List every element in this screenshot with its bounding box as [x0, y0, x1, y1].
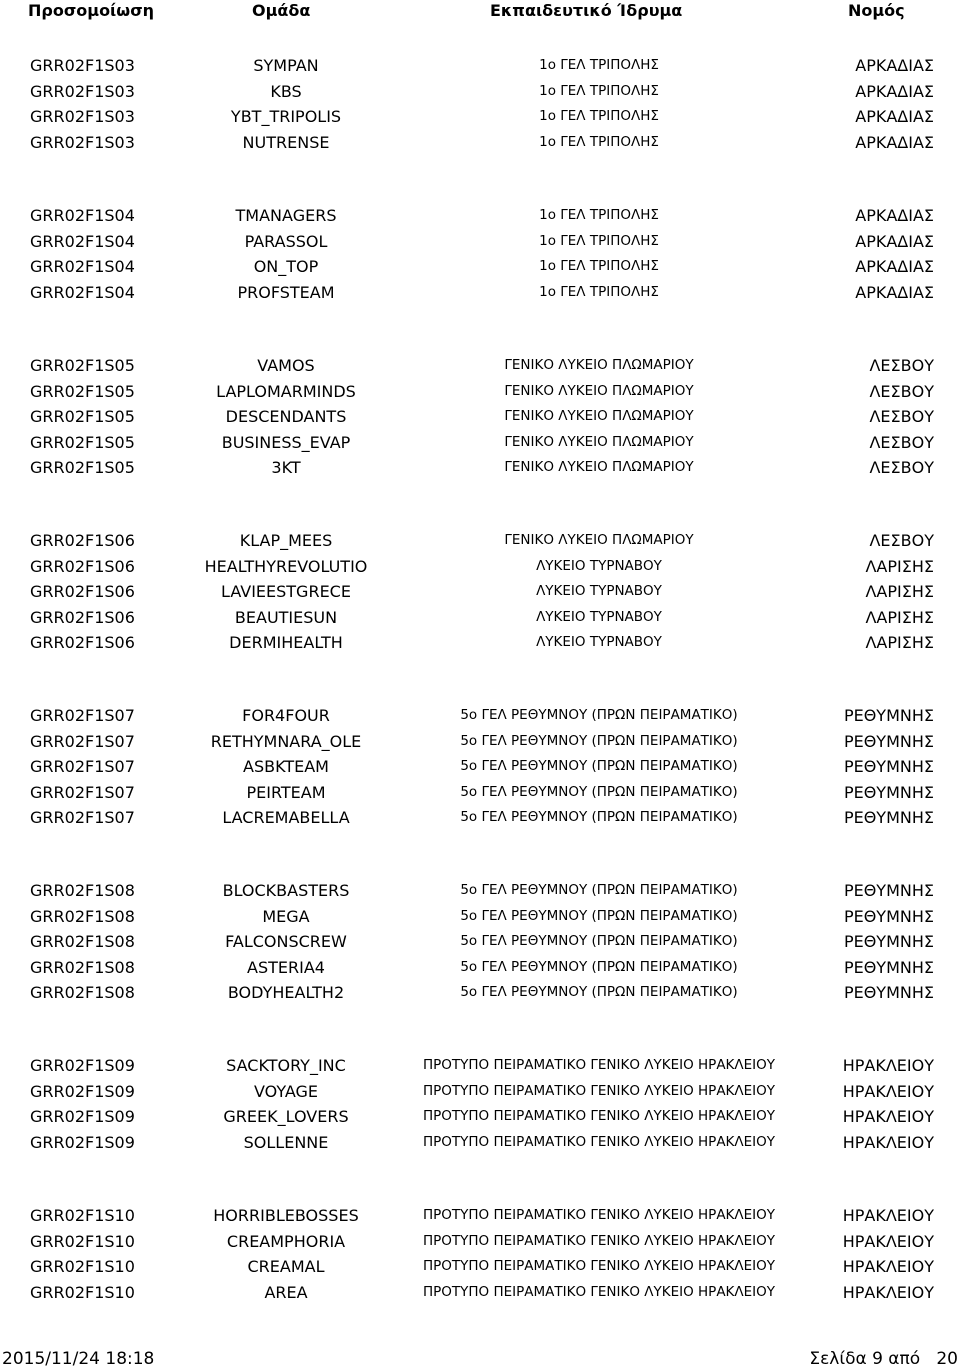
table-row — [0, 1280, 960, 1306]
cell-simulation: GRR02F1S05 — [30, 356, 135, 375]
cell-school: ΓΕΝΙΚΟ ΛΥΚΕΙΟ ΠΛΩΜΑΡΙΟΥ — [504, 459, 694, 475]
table-row — [0, 1079, 960, 1105]
cell-school: 1ο ΓΕΛ ΤΡΙΠΟΛΗΣ — [539, 108, 659, 124]
cell-school: ΛΥΚΕΙΟ ΤΥΡΝΑΒΟΥ — [536, 634, 662, 650]
cell-prefecture: ΡΕΘΥΜΝΗΣ — [843, 983, 934, 1002]
table-row — [0, 780, 960, 806]
table-row — [0, 703, 960, 729]
page-footer — [0, 1348, 960, 1370]
cell-team: CREAMAL — [247, 1257, 325, 1276]
cell-simulation: GRR02F1S04 — [30, 282, 135, 302]
cell-simulation: GRR02F1S08 — [30, 983, 135, 1002]
table-row — [0, 878, 960, 904]
cell-school: ΠΡΟΤΥΠΟ ΠΕΙΡΑΜΑΤΙΚΟ ΓΕΝΙΚΟ ΛΥΚΕΙΟ ΗΡΑΚΛΕΙΟΥ — [422, 1082, 776, 1099]
table-row — [0, 1229, 960, 1255]
cell-school: 1ο ΓΕΛ ΤΡΙΠΟΛΗΣ — [539, 207, 659, 223]
cell-school: 5ο ΓΕΛ ΡΕΘΥΜΝΟΥ (ΠΡΩΝ ΠΕΙΡΑΜΑΤΙΚΟ) — [460, 809, 738, 825]
cell-team: TMANAGERS — [235, 206, 337, 225]
footer-timestamp: 2015/11/24 18:18 — [2, 1349, 155, 1369]
row-group — [0, 878, 960, 1006]
cell-school: 5ο ΓΕΛ ΡΕΘΥΜΝΟΥ (ΠΡΩΝ ΠΕΙΡΑΜΑΤΙΚΟ) — [460, 732, 738, 749]
cell-team: SOLLENNE — [243, 1132, 329, 1152]
cell-school: 1ο ΓΕΛ ΤΡΙΠΟΛΗΣ — [539, 258, 659, 274]
cell-team: LAVIEESTGRECE — [221, 582, 351, 601]
row-group — [0, 203, 960, 305]
cell-simulation: GRR02F1S03 — [30, 56, 135, 75]
cell-school: 1ο ΓΕΛ ΤΡΙΠΟΛΗΣ — [539, 133, 659, 150]
cell-school: ΠΡΟΤΥΠΟ ΠΕΙΡΑΜΑΤΙΚΟ ΓΕΝΙΚΟ ΛΥΚΕΙΟ ΗΡΑΚΛΕΙΟΥ — [422, 1258, 776, 1274]
cell-simulation: GRR02F1S07 — [30, 782, 135, 802]
cell-prefecture: ΑΡΚΑΔΙΑΣ — [855, 282, 934, 302]
table-header — [0, 0, 960, 24]
cell-school: 5ο ΓΕΛ ΡΕΘΥΜΝΟΥ (ΠΡΩΝ ΠΕΙΡΑΜΑΤΙΚΟ) — [460, 882, 738, 898]
cell-simulation: GRR02F1S10 — [30, 1231, 135, 1251]
cell-prefecture: ΛΑΡΙΣΗΣ — [865, 556, 934, 576]
cell-team: HEALTHYREVOLUTIO — [204, 556, 368, 576]
cell-simulation: GRR02F1S05 — [30, 407, 135, 426]
table-row — [0, 79, 960, 105]
cell-school: 5ο ΓΕΛ ΡΕΘΥΜΝΟΥ (ΠΡΩΝ ΠΕΙΡΑΜΑΤΙΚΟ) — [460, 758, 738, 774]
cell-prefecture: ΗΡΑΚΛΕΙΟΥ — [842, 1132, 934, 1152]
cell-team: 3KT — [271, 458, 301, 477]
cell-prefecture: ΛΕΣΒΟΥ — [869, 531, 934, 550]
table-row — [0, 229, 960, 255]
cell-simulation: GRR02F1S10 — [30, 1206, 135, 1225]
cell-school: ΓΕΝΙΚΟ ΛΥΚΕΙΟ ΠΛΩΜΑΡΙΟΥ — [504, 357, 694, 373]
cell-team: HORRIBLEBOSSES — [213, 1206, 359, 1225]
cell-simulation: GRR02F1S07 — [30, 731, 135, 751]
cell-prefecture: ΗΡΑΚΛΕΙΟΥ — [842, 1056, 934, 1075]
cell-simulation: GRR02F1S09 — [30, 1107, 135, 1126]
row-group — [0, 1053, 960, 1155]
cell-team: ASBKTEAM — [243, 757, 329, 776]
cell-prefecture: ΑΡΚΑΔΙΑΣ — [855, 81, 934, 101]
cell-prefecture: ΑΡΚΑΔΙΑΣ — [855, 107, 934, 126]
table-row — [0, 1053, 960, 1079]
cell-prefecture: ΛΕΣΒΟΥ — [869, 458, 934, 477]
cell-simulation: GRR02F1S04 — [30, 206, 135, 225]
cell-simulation: GRR02F1S06 — [30, 607, 135, 627]
cell-team: VAMOS — [257, 356, 315, 375]
table-row — [0, 929, 960, 955]
cell-simulation: GRR02F1S10 — [30, 1257, 135, 1276]
table-row — [0, 130, 960, 156]
row-group — [0, 703, 960, 831]
cell-team: BLOCKBASTERS — [222, 881, 350, 900]
cell-team: MEGA — [262, 906, 310, 926]
row-group — [0, 1203, 960, 1305]
cell-school: 1ο ΓΕΛ ΤΡΙΠΟΛΗΣ — [539, 232, 659, 249]
table-row — [0, 805, 960, 831]
header-school: Εκπαιδευτικό Ίδρυμα — [490, 1, 683, 20]
cell-school: ΠΡΟΤΥΠΟ ΠΕΙΡΑΜΑΤΙΚΟ ΓΕΝΙΚΟ ΛΥΚΕΙΟ ΗΡΑΚΛΕΙΟΥ — [422, 1207, 776, 1223]
cell-team: BUSINESS_EVAP — [221, 432, 351, 452]
cell-team: SYMPAN — [253, 56, 319, 75]
cell-prefecture: ΗΡΑΚΛΕΙΟΥ — [842, 1206, 934, 1225]
cell-school: ΠΡΟΤΥΠΟ ΠΕΙΡΑΜΑΤΙΚΟ ΓΕΝΙΚΟ ΛΥΚΕΙΟ ΗΡΑΚΛΕΙΟΥ — [422, 1133, 776, 1150]
row-group — [0, 528, 960, 656]
cell-prefecture: ΡΕΘΥΜΝΗΣ — [843, 731, 934, 751]
cell-team: PROFSTEAM — [237, 282, 335, 302]
cell-prefecture: ΑΡΚΑΔΙΑΣ — [855, 257, 934, 276]
cell-team: FALCONSCREW — [225, 932, 347, 951]
cell-school: ΓΕΝΙΚΟ ΛΥΚΕΙΟ ΠΛΩΜΑΡΙΟΥ — [504, 433, 694, 450]
table-row — [0, 554, 960, 580]
row-group — [0, 53, 960, 155]
cell-school: 1ο ΓΕΛ ΤΡΙΠΟΛΗΣ — [539, 283, 659, 300]
table-row — [0, 754, 960, 780]
table-row — [0, 203, 960, 229]
cell-school: ΛΥΚΕΙΟ ΤΥΡΝΑΒΟΥ — [536, 583, 662, 599]
cell-team: GREEK_LOVERS — [223, 1107, 349, 1126]
cell-prefecture: ΡΕΘΥΜΝΗΣ — [843, 706, 934, 725]
cell-school: 5ο ΓΕΛ ΡΕΘΥΜΝΟΥ (ΠΡΩΝ ΠΕΙΡΑΜΑΤΙΚΟ) — [460, 783, 738, 800]
cell-team: KBS — [270, 81, 302, 101]
table-row — [0, 430, 960, 456]
cell-simulation: GRR02F1S08 — [30, 957, 135, 977]
cell-school: 1ο ΓΕΛ ΤΡΙΠΟΛΗΣ — [539, 82, 659, 99]
cell-school: ΠΡΟΤΥΠΟ ΠΕΙΡΑΜΑΤΙΚΟ ΓΕΝΙΚΟ ΛΥΚΕΙΟ ΗΡΑΚΛΕΙΟΥ — [422, 1108, 776, 1124]
cell-team: SACKTORY_INC — [226, 1056, 346, 1075]
cell-simulation: GRR02F1S06 — [30, 556, 135, 576]
cell-prefecture: ΡΕΘΥΜΝΗΣ — [843, 782, 934, 802]
cell-prefecture: ΛΑΡΙΣΗΣ — [865, 582, 934, 601]
cell-team: NUTRENSE — [242, 132, 330, 152]
cell-simulation: GRR02F1S08 — [30, 881, 135, 900]
cell-school: 5ο ΓΕΛ ΡΕΘΥΜΝΟΥ (ΠΡΩΝ ΠΕΙΡΑΜΑΤΙΚΟ) — [460, 933, 738, 949]
table-row — [0, 379, 960, 405]
cell-simulation: GRR02F1S07 — [30, 706, 135, 725]
cell-prefecture: ΛΕΣΒΟΥ — [869, 407, 934, 426]
cell-simulation: GRR02F1S09 — [30, 1056, 135, 1075]
cell-school: ΓΕΝΙΚΟ ΛΥΚΕΙΟ ΠΛΩΜΑΡΙΟΥ — [504, 382, 694, 399]
cell-prefecture: ΑΡΚΑΔΙΑΣ — [855, 231, 934, 251]
cell-team: AREA — [264, 1282, 308, 1302]
cell-prefecture: ΡΕΘΥΜΝΗΣ — [843, 808, 934, 827]
header-simulation: Προσομοίωση — [28, 1, 155, 20]
cell-simulation: GRR02F1S10 — [30, 1282, 135, 1302]
cell-school: ΓΕΝΙΚΟ ΛΥΚΕΙΟ ΠΛΩΜΑΡΙΟΥ — [504, 408, 694, 424]
table-row — [0, 404, 960, 430]
cell-team: YBT_TRIPOLIS — [230, 107, 342, 126]
cell-prefecture: ΗΡΑΚΛΕΙΟΥ — [842, 1107, 934, 1126]
cell-school: 5ο ΓΕΛ ΡΕΘΥΜΝΟΥ (ΠΡΩΝ ΠΕΙΡΑΜΑΤΙΚΟ) — [460, 707, 738, 723]
table-row — [0, 104, 960, 130]
cell-team: CREAMPHORIA — [226, 1231, 346, 1251]
cell-prefecture: ΡΕΘΥΜΝΗΣ — [843, 881, 934, 900]
cell-simulation: GRR02F1S07 — [30, 757, 135, 776]
table-row — [0, 1130, 960, 1156]
cell-prefecture: ΡΕΘΥΜΝΗΣ — [843, 932, 934, 951]
table-row — [0, 353, 960, 379]
cell-team: ASTERIA4 — [247, 957, 325, 977]
cell-simulation: GRR02F1S03 — [30, 107, 135, 126]
cell-school: 1ο ΓΕΛ ΤΡΙΠΟΛΗΣ — [539, 57, 659, 73]
table-row — [0, 1254, 960, 1280]
cell-prefecture: ΗΡΑΚΛΕΙΟΥ — [842, 1081, 934, 1101]
table-row — [0, 729, 960, 755]
cell-simulation: GRR02F1S05 — [30, 458, 135, 477]
cell-simulation: GRR02F1S06 — [30, 582, 135, 601]
footer-page-number: Σελίδα 9 από 20 — [809, 1349, 958, 1369]
cell-team: LACREMABELLA — [222, 808, 350, 827]
cell-prefecture: ΛΕΣΒΟΥ — [869, 432, 934, 452]
cell-simulation: GRR02F1S03 — [30, 81, 135, 101]
cell-team: PARASSOL — [244, 231, 328, 251]
cell-prefecture: ΗΡΑΚΛΕΙΟΥ — [842, 1231, 934, 1251]
cell-school: 5ο ΓΕΛ ΡΕΘΥΜΝΟΥ (ΠΡΩΝ ΠΕΙΡΑΜΑΤΙΚΟ) — [460, 984, 738, 1000]
cell-school: ΠΡΟΤΥΠΟ ΠΕΙΡΑΜΑΤΙΚΟ ΓΕΝΙΚΟ ΛΥΚΕΙΟ ΗΡΑΚΛΕΙΟΥ — [422, 1057, 776, 1073]
cell-prefecture: ΗΡΑΚΛΕΙΟΥ — [842, 1257, 934, 1276]
cell-simulation: GRR02F1S08 — [30, 932, 135, 951]
table-row — [0, 980, 960, 1006]
cell-team: PEIRTEAM — [246, 782, 326, 802]
cell-simulation: GRR02F1S04 — [30, 257, 135, 276]
cell-prefecture: ΛΑΡΙΣΗΣ — [865, 607, 934, 627]
cell-simulation: GRR02F1S09 — [30, 1081, 135, 1101]
cell-simulation: GRR02F1S06 — [30, 633, 135, 652]
table-row — [0, 254, 960, 280]
table-row — [0, 528, 960, 554]
header-team: Ομάδα — [252, 1, 311, 20]
table-row — [0, 1104, 960, 1130]
cell-team: VOYAGE — [253, 1081, 319, 1101]
table-row — [0, 455, 960, 481]
cell-school: ΛΥΚΕΙΟ ΤΥΡΝΑΒΟΥ — [536, 608, 662, 625]
cell-team: RETHYMNARA_OLE — [210, 731, 362, 751]
header-prefecture: Νομός — [848, 1, 905, 20]
cell-prefecture: ΡΕΘΥΜΝΗΣ — [843, 757, 934, 776]
cell-prefecture: ΛΑΡΙΣΗΣ — [865, 633, 934, 652]
cell-school: ΠΡΟΤΥΠΟ ΠΕΙΡΑΜΑΤΙΚΟ ΓΕΝΙΚΟ ΛΥΚΕΙΟ ΗΡΑΚΛΕΙΟΥ — [422, 1283, 776, 1300]
cell-team: DERMIHEALTH — [229, 633, 343, 652]
row-group — [0, 353, 960, 481]
cell-prefecture: ΑΡΚΑΔΙΑΣ — [855, 132, 934, 152]
cell-simulation: GRR02F1S04 — [30, 231, 135, 251]
cell-school: ΓΕΝΙΚΟ ΛΥΚΕΙΟ ΠΛΩΜΑΡΙΟΥ — [504, 532, 694, 548]
cell-team: BODYHEALTH2 — [227, 983, 345, 1002]
table-row — [0, 630, 960, 656]
cell-team: DESCENDANTS — [225, 407, 347, 426]
cell-team: LAPLOMARMINDS — [216, 381, 356, 401]
cell-simulation: GRR02F1S05 — [30, 432, 135, 452]
cell-prefecture: ΑΡΚΑΔΙΑΣ — [855, 56, 934, 75]
cell-team: FOR4FOUR — [242, 706, 330, 725]
cell-prefecture: ΡΕΘΥΜΝΗΣ — [843, 906, 934, 926]
cell-school: 5ο ΓΕΛ ΡΕΘΥΜΝΟΥ (ΠΡΩΝ ΠΕΙΡΑΜΑΤΙΚΟ) — [460, 958, 738, 975]
cell-team: BEAUTIESUN — [234, 607, 338, 627]
cell-simulation: GRR02F1S08 — [30, 906, 135, 926]
cell-prefecture: ΑΡΚΑΔΙΑΣ — [855, 206, 934, 225]
cell-prefecture: ΗΡΑΚΛΕΙΟΥ — [842, 1282, 934, 1302]
cell-simulation: GRR02F1S09 — [30, 1132, 135, 1152]
table-row — [0, 605, 960, 631]
cell-prefecture: ΛΕΣΒΟΥ — [869, 381, 934, 401]
table-row — [0, 904, 960, 930]
cell-simulation: GRR02F1S05 — [30, 381, 135, 401]
table-row — [0, 280, 960, 306]
cell-school: ΛΥΚΕΙΟ ΤΥΡΝΑΒΟΥ — [536, 557, 662, 574]
cell-team: KLAP_MEES — [239, 531, 333, 550]
cell-simulation: GRR02F1S03 — [30, 132, 135, 152]
cell-simulation: GRR02F1S07 — [30, 808, 135, 827]
table-row — [0, 53, 960, 79]
cell-prefecture: ΛΕΣΒΟΥ — [869, 356, 934, 375]
cell-team: ON_TOP — [253, 257, 319, 276]
cell-prefecture: ΡΕΘΥΜΝΗΣ — [843, 957, 934, 977]
table-row — [0, 579, 960, 605]
cell-simulation: GRR02F1S06 — [30, 531, 135, 550]
table-row — [0, 955, 960, 981]
cell-school: 5ο ΓΕΛ ΡΕΘΥΜΝΟΥ (ΠΡΩΝ ΠΕΙΡΑΜΑΤΙΚΟ) — [460, 907, 738, 924]
table-row — [0, 1203, 960, 1229]
cell-school: ΠΡΟΤΥΠΟ ΠΕΙΡΑΜΑΤΙΚΟ ΓΕΝΙΚΟ ΛΥΚΕΙΟ ΗΡΑΚΛΕΙΟΥ — [422, 1232, 776, 1249]
